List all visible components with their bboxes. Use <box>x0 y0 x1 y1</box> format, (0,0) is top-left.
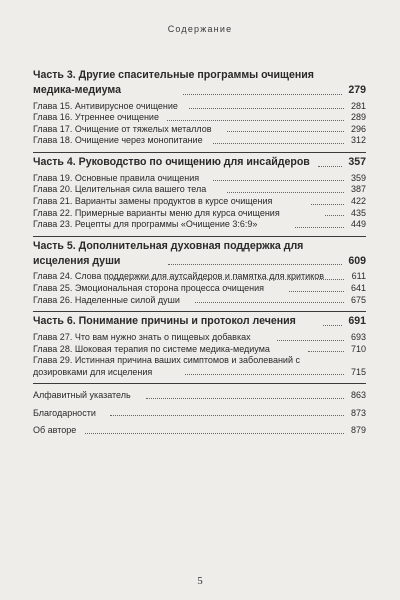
part-title-row[interactable] <box>33 239 366 269</box>
chapter-page: 312 <box>350 135 366 146</box>
toc-entry[interactable] <box>33 271 366 283</box>
chapter-page: 422 <box>350 195 366 206</box>
chapter-page: 359 <box>350 172 366 183</box>
part-page: 691 <box>348 315 366 328</box>
dot-leader <box>146 398 344 399</box>
chapter-title: Глава 15. Антивирусное очищение <box>33 100 178 111</box>
part-title-row[interactable] <box>33 155 366 170</box>
chapter-title: Глава 26. Наделенные силой души <box>33 294 180 305</box>
toc-entry[interactable] <box>33 425 366 437</box>
toc-entry[interactable] <box>33 135 366 147</box>
toc-part-6 <box>33 311 366 378</box>
page-number: 5 <box>197 575 203 587</box>
chapter-title: Глава 20. Целительная сила вашего тела <box>33 184 207 195</box>
chapter-page: 693 <box>350 331 366 342</box>
dot-leader <box>189 108 344 109</box>
appendix-title: Благодарности <box>33 407 96 418</box>
toc-entry[interactable] <box>33 283 366 295</box>
chapter-title: Глава 17. Очищение от тяжелых металлов <box>33 123 212 134</box>
dot-leader <box>85 433 344 434</box>
dot-leader <box>168 264 342 265</box>
dot-leader <box>289 291 344 292</box>
chapter-title: Глава 16. Утреннее очищение <box>33 112 159 123</box>
chapter-title: Глава 23. Рецепты для программы «Очищение 3:6:9» <box>33 219 258 230</box>
chapter-title: Глава 29. Истинная причина ваших симптомов и заболеваний с дозировками для исцеления <box>33 355 300 377</box>
part-title-row[interactable] <box>33 314 366 329</box>
chapter-page: 281 <box>350 100 366 111</box>
part-page: 609 <box>348 254 366 267</box>
appendix-page: 879 <box>350 425 366 436</box>
chapter-title: Глава 19. Основные правила очищения <box>33 172 200 183</box>
part-title: Часть 5. Дополнительная духовная поддержка для исцеления души <box>33 239 304 267</box>
toc-part-4 <box>33 152 366 231</box>
chapter-title: Глава 27. Что вам нужно знать о пищевых добавках <box>33 331 251 342</box>
chapter-title: Глава 22. Примерные варианты меню для курса очищения <box>33 207 280 218</box>
dot-leader <box>311 204 344 205</box>
chapter-page: 675 <box>350 294 366 305</box>
dot-leader <box>323 325 342 326</box>
toc-entry[interactable] <box>33 112 366 124</box>
chapter-page: 611 <box>351 271 366 282</box>
dot-leader <box>183 94 342 95</box>
dot-leader <box>167 120 344 121</box>
dot-leader <box>277 340 344 341</box>
part-title-row[interactable] <box>33 68 366 98</box>
chapter-page: 641 <box>350 282 366 293</box>
dot-leader <box>185 374 344 375</box>
chapter-page: 387 <box>350 184 366 195</box>
dot-leader <box>213 180 344 181</box>
toc-entry[interactable] <box>33 332 366 344</box>
chapter-title: Глава 25. Эмоциональная сторона процесса очищения <box>33 282 265 293</box>
chapter-title: Глава 21. Варианты замены продуктов в курсе очищения <box>33 195 273 206</box>
appendix-title: Об авторе <box>33 425 77 436</box>
toc-entry[interactable] <box>33 101 366 113</box>
part-title: Часть 3. Другие спасительные программы очищения медика-медиума <box>33 69 314 96</box>
appendix-page: 873 <box>350 407 366 418</box>
dot-leader <box>325 215 344 216</box>
toc-entry[interactable] <box>33 173 366 185</box>
chapter-page: 449 <box>350 219 366 230</box>
table-of-contents <box>33 68 366 442</box>
page-title: Содержание <box>167 24 233 34</box>
dot-leader <box>227 192 344 193</box>
toc-appendix <box>33 383 366 437</box>
appendix-page: 863 <box>350 390 366 401</box>
toc-part-3 <box>33 68 366 147</box>
toc-entry[interactable] <box>33 124 366 136</box>
chapter-page: 715 <box>350 366 366 377</box>
chapter-title: Глава 18. Очищение через монопитание <box>33 135 203 146</box>
toc-entry[interactable] <box>33 219 366 231</box>
chapter-title: Глава 24. Слова поддержки для аутсайдеров и памятка для критиков <box>33 271 324 282</box>
dot-leader <box>227 131 344 132</box>
toc-entry[interactable] <box>33 390 366 402</box>
dot-leader <box>195 302 344 303</box>
dot-leader <box>308 351 344 352</box>
dot-leader <box>213 143 344 144</box>
part-page: 357 <box>348 155 366 168</box>
chapter-page: 296 <box>350 123 366 134</box>
chapter-title: Глава 28. Шоковая терапия по системе медика-медиума <box>33 343 270 354</box>
appendix-title: Алфавитный указатель <box>33 390 131 401</box>
dot-leader <box>105 279 344 280</box>
part-page: 279 <box>348 83 366 96</box>
toc-entry[interactable] <box>33 208 366 220</box>
part-title: Часть 6. Понимание причины и протокол лечения <box>33 315 296 328</box>
dot-leader <box>295 227 344 228</box>
toc-entry[interactable] <box>33 196 366 208</box>
toc-entry[interactable] <box>33 184 366 196</box>
toc-entry[interactable] <box>33 344 366 356</box>
chapter-page: 435 <box>350 207 366 218</box>
toc-part-5 <box>33 236 366 306</box>
toc-entry[interactable] <box>33 408 366 420</box>
dot-leader <box>110 415 344 416</box>
toc-entry[interactable] <box>33 355 366 378</box>
part-title: Часть 4. Руководство по очищению для инсайдеров <box>33 155 310 168</box>
chapter-page: 289 <box>350 112 366 123</box>
toc-entry[interactable] <box>33 295 366 307</box>
dot-leader <box>318 166 342 167</box>
chapter-page: 710 <box>350 343 366 354</box>
